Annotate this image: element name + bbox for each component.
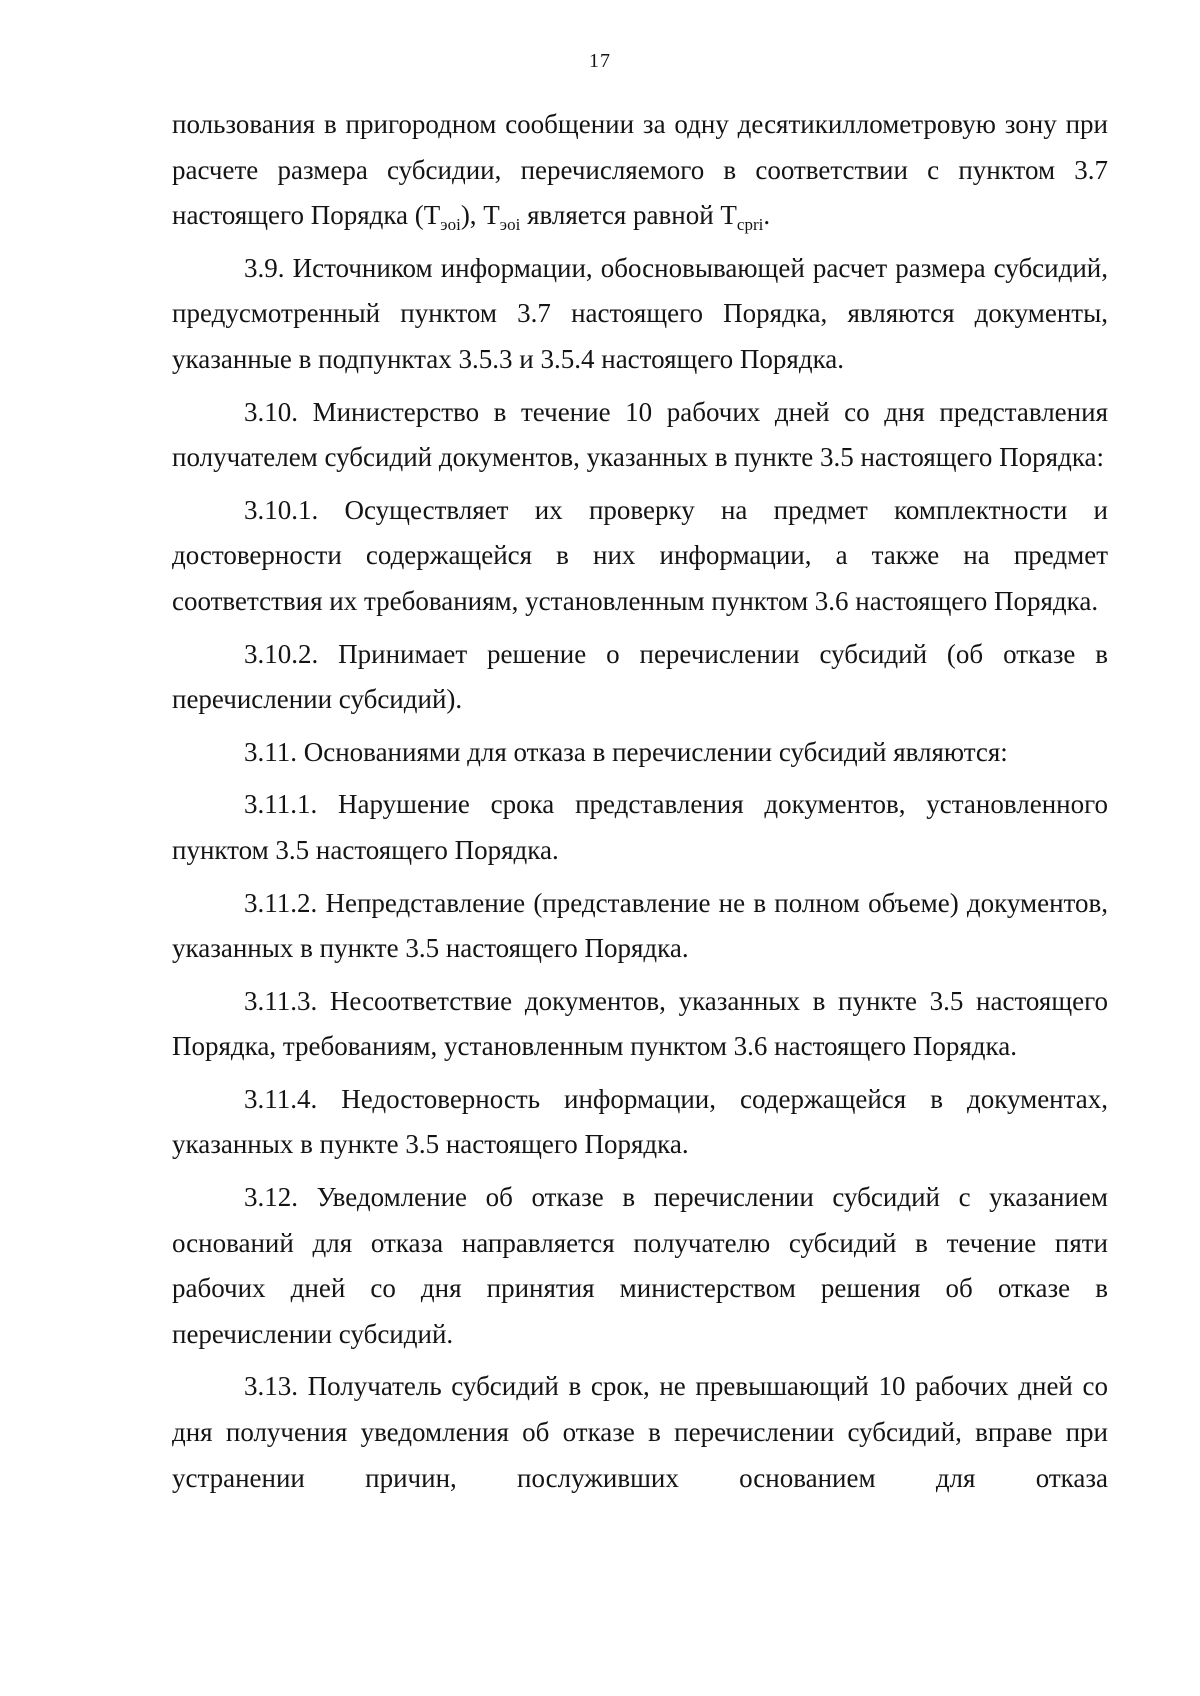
paragraph-3-11: 3.11. Основаниями для отказа в перечислении субсидий являются: (244, 736, 1008, 767)
paragraph-text: . (763, 200, 771, 231)
paragraph-text: ), Т (460, 200, 500, 231)
paragraph-text: является равной Т (520, 200, 737, 231)
paragraph-text: пользования в пригородном сообщении за одну десятикиллометровую зону при расчете размера субсидии, перечисляемого в соответствии с пунктом 3.7 настоящего Порядка (Т (172, 109, 1108, 231)
paragraph-3-10-1: 3.10.1. Осуществляет их проверку на предмет комплектности и достоверности содержащейся в них информации, а также на предмет соответствия их требованиям, установленным пунктом 3.6 настоящего Порядка. (172, 494, 1108, 616)
paragraph-3-10: 3.10. Министерство в течение 10 рабочих дней со дня представления получателем субсидий документов, указанных в пункте 3.5 настоящего Порядка: (172, 396, 1108, 473)
paragraph-3-11-4: 3.11.4. Недостоверность информации, содержащейся в документах, указанных в пункте 3.5 настоящего Порядка. (172, 1083, 1108, 1160)
paragraph-3-11-3: 3.11.3. Несоответствие документов, указанных в пункте 3.5 настоящего Порядка, требованиям, установленным пунктом 3.6 настоящего Порядка. (172, 985, 1108, 1062)
paragraph-3-11-1: 3.11.1. Нарушение срока представления документов, установленного пунктом 3.5 настоящего Порядка. (172, 789, 1108, 865)
page-number: 17 (589, 50, 611, 72)
paragraph-3-13: 3.13. Получатель субсидий в срок, не превышающий 10 рабочих дней со дня получения уведомления об отказе в перечислении субсидий, вправе при устранении причин, послуживших основанием для отказа (172, 1371, 1108, 1493)
paragraph-3-11-2: 3.11.2. Непредставление (представление не в полном объеме) документов, указанных в пункте 3.5 настоящего Порядка. (172, 887, 1108, 964)
paragraph-3-9: 3.9. Источником информации, обосновывающей расчет размера субсидий, предусмотренный пунктом 3.7 настоящего Порядка, являются документы, указанные в подпунктах 3.5.3 и 3.5.4 настоящего Порядка. (172, 252, 1108, 374)
subscript: эоi (499, 215, 521, 235)
document-body (172, 102, 1108, 1501)
subscript: сpri (736, 215, 764, 235)
paragraph-3-12: 3.12. Уведомление об отказе в перечислении субсидий с указанием оснований для отказа направляется получателю субсидий в течение пяти рабочих дней со дня принятия министерством решения об отказе в перечислении субсидий. (172, 1182, 1108, 1349)
paragraph-3-10-2: 3.10.2. Принимает решение о перечислении субсидий (об отказе в перечислении субсидий). (172, 638, 1108, 715)
paragraph-continuation (172, 102, 1108, 239)
subscript: эоi (440, 215, 461, 235)
